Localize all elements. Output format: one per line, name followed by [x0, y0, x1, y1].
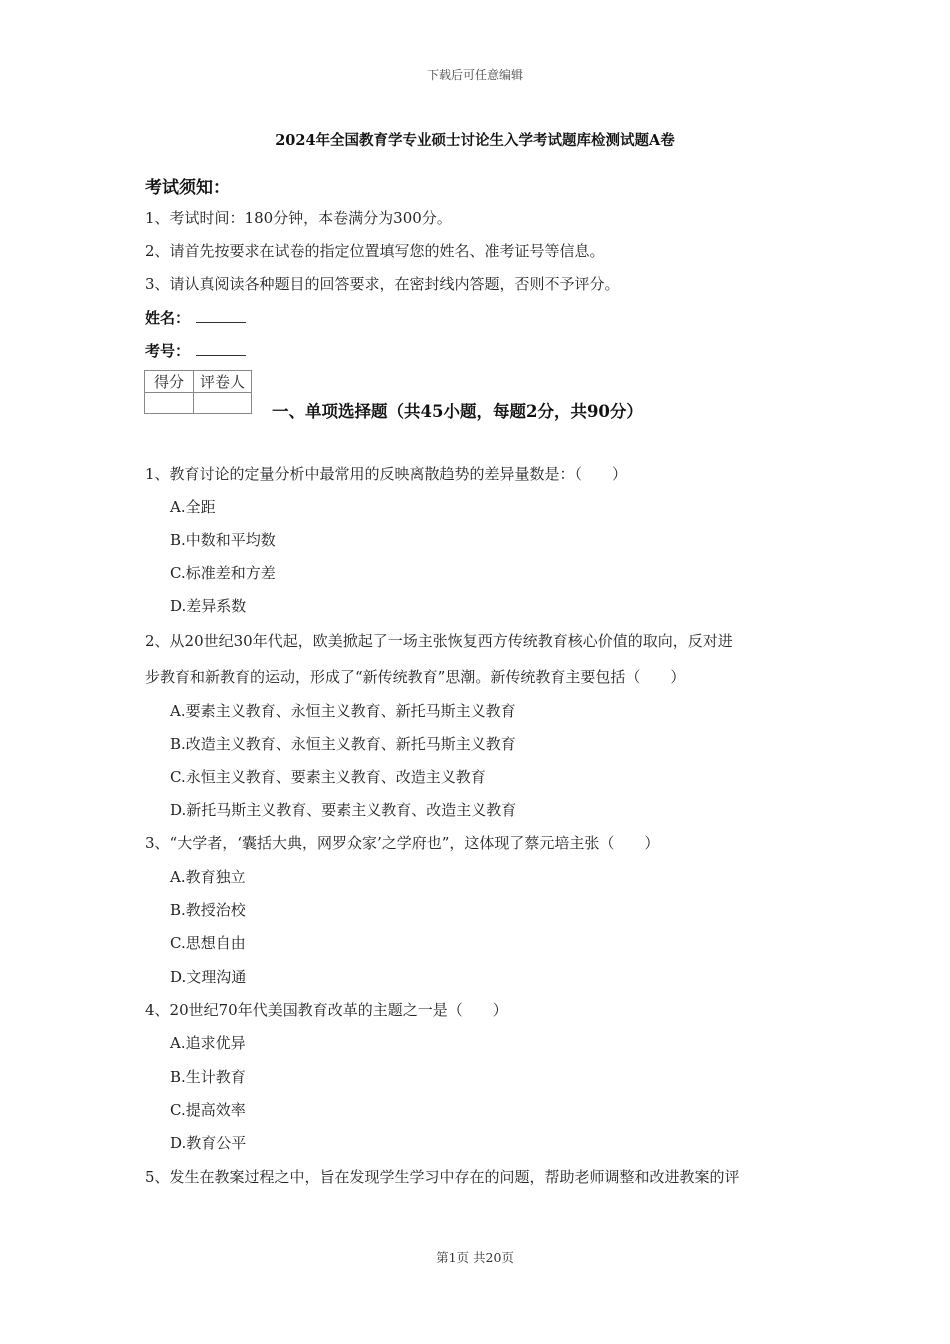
notice-item: 1、考试时间：180分钟，本卷满分为300分。 [145, 209, 452, 227]
question-option: A.要素主义教育、永恒主义教育、新托马斯主义教育 [170, 702, 516, 720]
id-blank[interactable] [196, 341, 246, 356]
name-field [145, 307, 246, 328]
question-option: A.全距 [170, 498, 216, 516]
notice-item: 3、请认真阅读各种题目的回答要求，在密封线内答题，否则不予评分。 [145, 275, 620, 293]
question-option: A.教育独立 [170, 868, 246, 886]
question-option: D.教育公平 [170, 1134, 247, 1152]
question-option: D.差异系数 [170, 597, 247, 615]
section-heading: 一、单项选择题（共45小题，每题2分，共90分） [272, 402, 643, 421]
page-footer: 第1页 共20页 [436, 1250, 514, 1265]
header-note: 下载后可任意编辑 [426, 68, 523, 82]
grader-header: 评卷人 [194, 371, 252, 393]
question-option: B.生计教育 [170, 1068, 246, 1086]
score-cell[interactable] [145, 393, 194, 414]
score-table [144, 370, 252, 414]
question-stem: 1、教育讨论的定量分析中最常用的反映离散趋势的差异量数是：（ ） [145, 465, 628, 483]
question-option: C.思想自由 [170, 934, 246, 952]
question-option: A.追求优异 [170, 1034, 246, 1052]
id-label: 考号： [145, 342, 191, 360]
id-field [145, 340, 246, 361]
name-blank[interactable] [196, 308, 246, 323]
question-stem: 2、从20世纪30年代起，欧美掀起了一场主张恢复西方传统教育核心价值的取向，反对进 [145, 632, 733, 650]
notice-heading: 考试须知： [145, 178, 230, 198]
question-option: B.改造主义教育、永恒主义教育、新托马斯主义教育 [170, 735, 516, 753]
name-label: 姓名： [145, 309, 191, 327]
question-option: C.标准差和方差 [170, 564, 276, 582]
question-option: C.提高效率 [170, 1101, 246, 1119]
question-stem: 5、发生在教案过程之中，旨在发现学生学习中存在的问题，帮助老师调整和改进教案的评 [145, 1168, 740, 1186]
question-stem: 4、20世纪70年代美国教育改革的主题之一是（ ） [145, 1001, 508, 1019]
document-title: 2024年全国教育学专业硕士讨论生入学考试题库检测试题A卷 [275, 132, 675, 149]
question-option: D.新托马斯主义教育、要素主义教育、改造主义教育 [170, 801, 517, 819]
question-option: C.永恒主义教育、要素主义教育、改造主义教育 [170, 768, 486, 786]
grader-cell[interactable] [194, 393, 252, 414]
question-option: D.文理沟通 [170, 968, 247, 986]
question-stem: 3、“大学者，‘囊括大典，网罗众家’之学府也”，这体现了蔡元培主张（ ） [145, 834, 660, 852]
score-header: 得分 [145, 371, 194, 393]
question-stem: 步教育和新教育的运动，形成了“新传统教育”思潮。新传统教育主要包括（ ） [145, 668, 686, 686]
question-option: B.教授治校 [170, 901, 246, 919]
notice-item: 2、请首先按要求在试卷的指定位置填写您的姓名、准考证号等信息。 [145, 242, 605, 260]
question-option: B.中数和平均数 [170, 531, 276, 549]
